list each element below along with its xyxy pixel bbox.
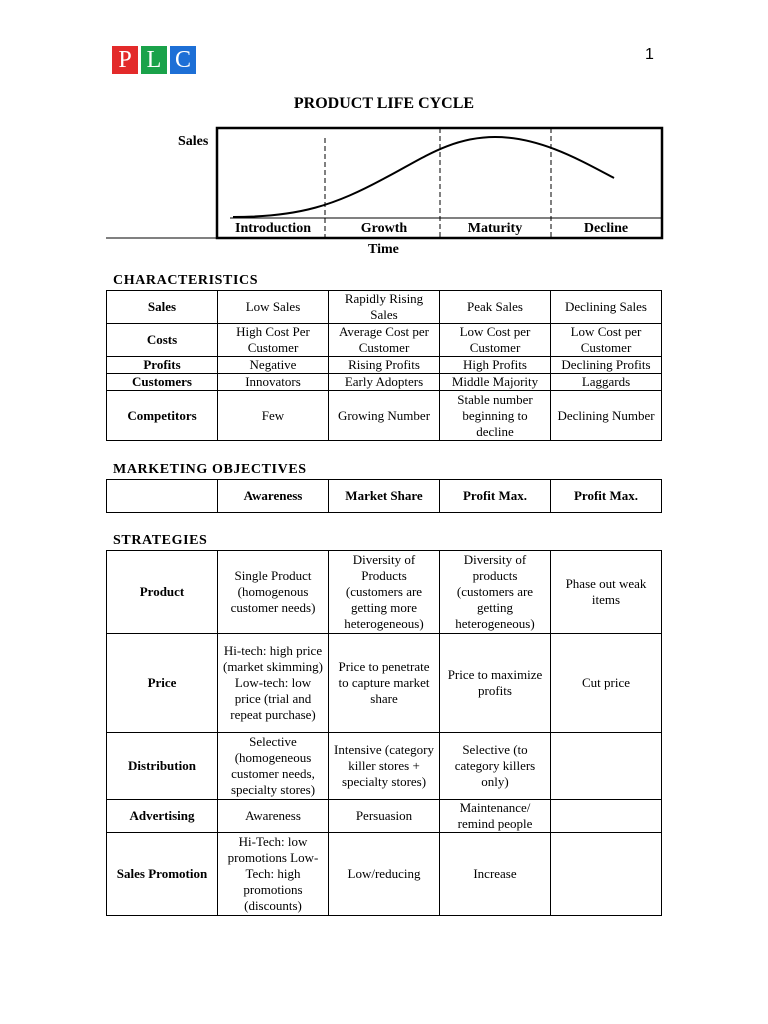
strategies-heading: STRATEGIES [113, 533, 208, 548]
row-label: Costs [107, 324, 218, 357]
table-cell: Negative [218, 357, 329, 374]
table-cell: Rising Profits [329, 357, 440, 374]
table-row [107, 480, 662, 513]
row-label: Distribution [107, 733, 218, 800]
table-cell: Early Adopters [329, 374, 440, 391]
table-cell: Few [218, 391, 329, 441]
table-cell: Rapidly Rising Sales [329, 291, 440, 324]
table-row [107, 551, 662, 634]
table-row [107, 357, 662, 374]
characteristics-heading: CHARACTERISTICS [113, 273, 259, 288]
marketing-objectives-heading: MARKETING OBJECTIVES [113, 462, 307, 477]
table-cell: Low Cost per Customer [440, 324, 551, 357]
table-cell: Cut price [551, 634, 662, 733]
table-cell: Selective (to category killers only) [440, 733, 551, 800]
table-row [107, 391, 662, 441]
table-cell: Hi-Tech: low promotions Low-Tech: high promotions (discounts) [218, 833, 329, 916]
strategies-table [106, 550, 662, 916]
row-label: Price [107, 634, 218, 733]
row-label: Profits [107, 357, 218, 374]
stage-maturity: Maturity [467, 221, 523, 236]
table-cell: Maintenance/ remind people [440, 800, 551, 833]
table-cell: Peak Sales [440, 291, 551, 324]
table-row [107, 800, 662, 833]
table-cell: Low Sales [218, 291, 329, 324]
table-cell [551, 733, 662, 800]
row-label: Customers [107, 374, 218, 391]
table-row [107, 374, 662, 391]
table-cell: Profit Max. [551, 480, 662, 513]
sales-curve [233, 137, 614, 217]
logo-letter-l: L [141, 46, 167, 74]
table-cell: Profit Max. [440, 480, 551, 513]
table-cell: Declining Number [551, 391, 662, 441]
logo-letter-p: P [112, 46, 138, 74]
table-cell: High Cost Per Customer [218, 324, 329, 357]
table-cell: Awareness [218, 800, 329, 833]
table-cell [551, 833, 662, 916]
table-cell: Single Product (homogenous customer needs) [218, 551, 329, 634]
table-cell: Low/reducing [329, 833, 440, 916]
table-cell: Declining Sales [551, 291, 662, 324]
table-cell: Price to maximize profits [440, 634, 551, 733]
table-cell [551, 800, 662, 833]
table-cell: Middle Majority [440, 374, 551, 391]
row-label: Competitors [107, 391, 218, 441]
table-cell: Diversity of Products (customers are getting more heterogeneous) [329, 551, 440, 634]
table-cell: Price to penetrate to capture market share [329, 634, 440, 733]
table-cell: Average Cost per Customer [329, 324, 440, 357]
stage-growth: Growth [360, 221, 408, 236]
table-cell: Intensive (category killer stores + specialty stores) [329, 733, 440, 800]
table-cell: Hi-tech: high price (market skimming) Low-tech: low price (trial and repeat purchase) [218, 634, 329, 733]
table-cell: Increase [440, 833, 551, 916]
table-cell: Innovators [218, 374, 329, 391]
table-cell: Low Cost per Customer [551, 324, 662, 357]
table-cell: Growing Number [329, 391, 440, 441]
x-axis-label: Time [368, 242, 399, 257]
row-label: Sales [107, 291, 218, 324]
table-cell: Selective (homogeneous customer needs, specialty stores) [218, 733, 329, 800]
characteristics-table [106, 290, 662, 441]
row-label: Advertising [107, 800, 218, 833]
table-cell: Diversity of products (customers are getting heterogeneous) [440, 551, 551, 634]
table-row [107, 291, 662, 324]
marketing-objectives-table [106, 479, 662, 513]
table-cell: Laggards [551, 374, 662, 391]
page-number: 1 [645, 46, 654, 63]
table-cell: Awareness [218, 480, 329, 513]
table-cell: Persuasion [329, 800, 440, 833]
table-row [107, 833, 662, 916]
row-label: Sales Promotion [107, 833, 218, 916]
row-label [107, 480, 218, 513]
y-axis-label: Sales [178, 134, 209, 149]
table-cell: High Profits [440, 357, 551, 374]
stage-introduction: Introduction [235, 221, 311, 236]
table-cell: Market Share [329, 480, 440, 513]
table-row [107, 733, 662, 800]
page-title: PRODUCT LIFE CYCLE [293, 95, 475, 112]
row-label: Product [107, 551, 218, 634]
stage-decline: Decline [583, 221, 629, 236]
logo-letter-c: C [170, 46, 196, 74]
table-cell: Phase out weak items [551, 551, 662, 634]
table-row [107, 634, 662, 733]
table-cell: Declining Profits [551, 357, 662, 374]
table-row [107, 324, 662, 357]
table-cell: Stable number beginning to decline [440, 391, 551, 441]
